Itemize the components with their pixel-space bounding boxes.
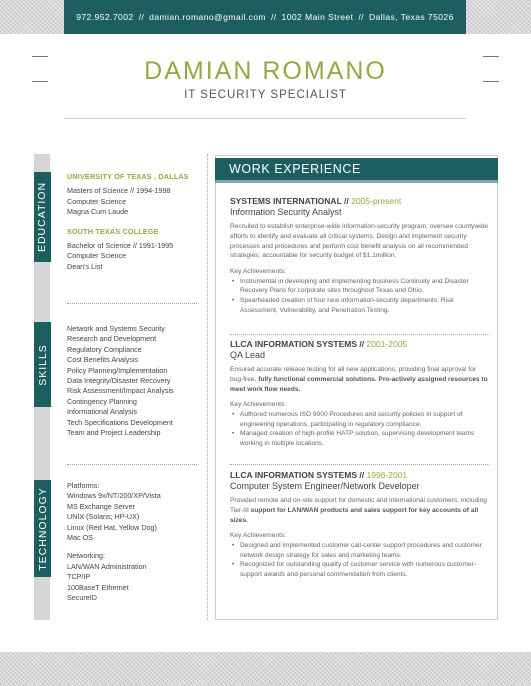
- job-company: LLCA INFORMATION SYSTEMS: [230, 339, 358, 349]
- job-company-line: [230, 470, 490, 480]
- skill-item: Contingency Planning: [67, 396, 137, 406]
- education-honor: Magna Cum Laude: [67, 207, 129, 217]
- skill-item: Risk Assessment/Impact Analysis: [67, 386, 174, 396]
- contact-phone: 972.952.7002: [76, 12, 134, 22]
- tab-technology: [34, 480, 51, 577]
- work-experience-heading: WORK EXPERIENCE: [215, 158, 498, 180]
- education-section: [67, 172, 189, 272]
- candidate-name: DAMIAN ROMANO: [144, 57, 387, 85]
- job-entry: [230, 470, 490, 580]
- job-role: Information Security Analyst: [230, 207, 342, 217]
- contact-address: 1002 Main Street: [281, 12, 354, 22]
- section-divider: [67, 303, 197, 304]
- technology-section: [67, 481, 161, 603]
- skill-item: Network and Systems Security: [67, 324, 165, 333]
- networking-item: LAN/WAN Administration: [67, 561, 147, 571]
- education-degree: Masters of Science // 1994-1998: [67, 186, 171, 196]
- job-company: LLCA INFORMATION SYSTEMS: [230, 470, 358, 480]
- networking-item: SecureID: [67, 593, 97, 603]
- header-divider: [64, 118, 466, 119]
- platform-item: Mac OS: [67, 533, 93, 543]
- skill-item: Team and Project Leadership: [67, 428, 161, 438]
- skill-item: Tech Specifications Development: [67, 417, 173, 427]
- job-company-line: [230, 196, 490, 206]
- job-description-highlight: support for LAN/WAN products and sales support for key accounts of all sizes.: [230, 506, 479, 524]
- job-company: SYSTEMS INTERNATIONAL: [230, 196, 342, 206]
- tab-skills: [34, 322, 51, 407]
- networking-label: Networking:: [67, 551, 105, 561]
- networking-item: 100BaseT Ethernet: [67, 582, 129, 592]
- job-role: QA Lead: [230, 350, 266, 360]
- contact-city: Dallas, Texas 75026: [368, 12, 454, 22]
- achievement-item: • Instrumental in developing and implementing business Continuity and Disaster Recovery Plans for corporate sites throughout Texas and Ohio.: [230, 277, 490, 297]
- bottom-pattern: [0, 652, 531, 686]
- job-description-text: Provided remote and on-site support for domestic and international customers, including Tier-III: [230, 497, 487, 514]
- platform-item: MS Exchange Server: [67, 501, 135, 511]
- job-separator: //: [343, 196, 349, 206]
- job-role: Computer System Engineer/Network Developer: [230, 481, 420, 491]
- job-period: 1996-2001: [366, 470, 408, 480]
- achievement-item: • Spearheaded creation of four new information-security departments: Risk Assessment, Vulnerability, and Penetration Testing.: [230, 296, 490, 316]
- education-major: Computer Science: [67, 251, 127, 261]
- platforms-label: Platforms:: [67, 481, 100, 490]
- education-major: Computer Science: [67, 196, 127, 206]
- skill-item: Research and Development: [67, 334, 157, 344]
- job-description-text: Recruited to establish enterprise-wide information-security program; oversee countywide efforts to identify and evaluate all critical systems. Design and implement security processes and procedures and perform cost benefit analysis on all recommended strategies; accountable for security budget of $1.1million.: [230, 223, 489, 260]
- achievement-item: • Recognized for outstanding quality of customer service with numerous customer-support awards and personal commendation from clients.: [230, 560, 490, 580]
- contact-separator: //: [270, 12, 277, 22]
- achievement-item: • Authored numerous ISO 9000 Procedures and security policies in support of engineering operations, participating in regulatory compliance.: [230, 410, 490, 430]
- job-description-text: Ensured accurate release testing for all new applications, providing final approval for bug-free,: [230, 366, 476, 383]
- job-divider: [230, 334, 490, 335]
- tab-education-label: EDUCATION: [36, 181, 49, 253]
- job-company-line: [230, 339, 490, 349]
- job-period: 2005-present: [351, 196, 402, 206]
- education-degree: Bachelor of Science // 1991-1995: [67, 241, 174, 251]
- contact-bar: [64, 0, 466, 34]
- skill-item: Cost Benefits Analysis: [67, 355, 139, 365]
- contact-separator: //: [358, 12, 364, 22]
- job-separator: //: [359, 470, 365, 480]
- column-divider: [207, 154, 208, 620]
- achievement-item: • Designed and implemented customer call-center support procedures and customer network design strategy for sales and marketing teams.: [230, 541, 490, 561]
- contact-separator: //: [138, 12, 145, 22]
- contact-email[interactable]: damian.romano@gmail.com: [149, 12, 266, 22]
- platform-item: Windows 9x/NT/200/XP/Vista: [67, 491, 161, 501]
- key-achievements-label: Key Achievements:: [230, 532, 287, 540]
- skill-item: Policy Planning/Implementation: [67, 365, 168, 375]
- tab-skills-label: SKILLS: [36, 343, 49, 386]
- section-divider: [67, 464, 197, 465]
- achievement-list: [230, 277, 490, 316]
- job-entry: [230, 339, 490, 449]
- job-separator: //: [359, 339, 365, 349]
- skill-item: Informational Analysis: [67, 407, 137, 417]
- education-school: SOUTH TEXAS COLLEGE: [67, 226, 159, 236]
- job-entry: [230, 196, 490, 316]
- education-school: UNIVERSITY OF TEXAS , DALLAS: [67, 172, 189, 181]
- networking-item: TCP/IP: [67, 572, 91, 582]
- achievement-list: [230, 541, 490, 580]
- key-achievements-label: Key Achievements:: [230, 401, 287, 409]
- job-description: [230, 496, 490, 525]
- platform-item: UNIX (Solaris; HP-UX): [67, 512, 140, 522]
- skill-item: Data Integrity/Disaster Recovery: [67, 376, 171, 386]
- key-achievements-label: Key Achievements:: [230, 268, 287, 276]
- job-description: [230, 222, 490, 261]
- job-description: [230, 365, 490, 394]
- skill-item: Regulatory Compliance: [67, 344, 142, 354]
- candidate-title: IT SECURITY SPECIALIST: [184, 89, 347, 101]
- tab-education: [34, 172, 51, 262]
- achievement-list: [230, 410, 490, 449]
- tab-technology-label: TECHNOLOGY: [36, 486, 49, 571]
- platform-item: Linux (Red Hat, Yellow Dog): [67, 522, 157, 532]
- education-honor: Dean's List: [67, 261, 103, 271]
- job-divider: [230, 464, 490, 465]
- job-description-highlight: fully functional commercial solutions. Pro-actively assigned resources to meet work flow needs.: [230, 375, 488, 393]
- skills-section: [67, 324, 174, 438]
- job-period: 2001-2005: [366, 339, 408, 349]
- achievement-item: • Managed creation of high-profile HATP solution, supervising development teams working in multiple locations.: [230, 429, 490, 449]
